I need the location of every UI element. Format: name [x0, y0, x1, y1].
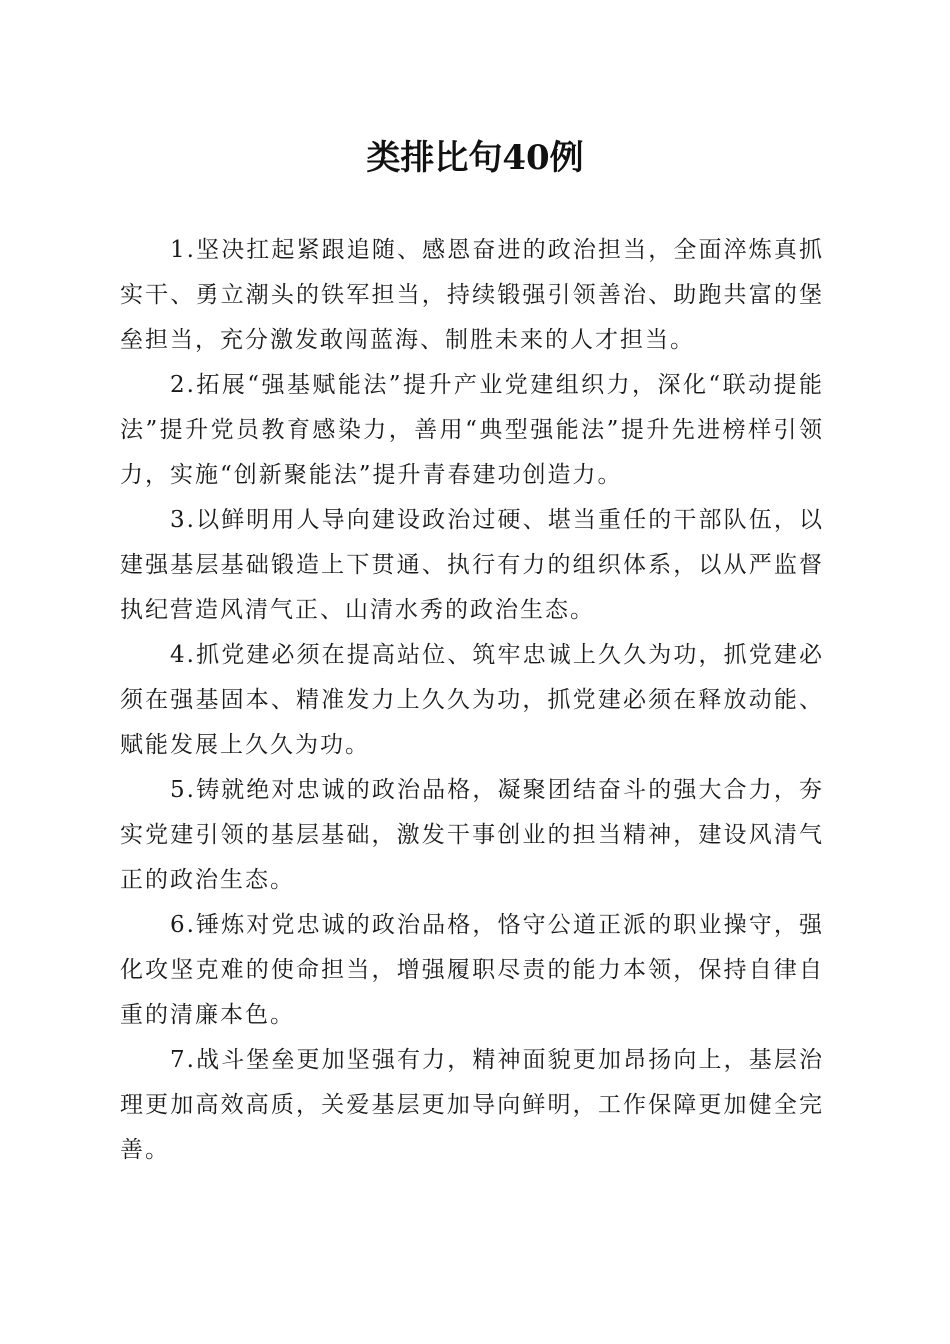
paragraph-5: 5.铸就绝对忠诚的政治品格，凝聚团结奋斗的强大合力，夯实党建引领的基层基础，激发干事创业的担当精神，建设风清气正的政治生态。 [120, 777, 824, 893]
paragraph-4: 4.抓党建必须在提高站位、筑牢忠诚上久久为功，抓党建必须在强基固本、精准发力上久久为功，抓党建必须在释放动能、赋能发展上久久为功。 [120, 642, 824, 758]
paragraph-7: 7.战斗堡垒更加坚强有力，精神面貌更加昂扬向上，基层治理更加高效高质，关爱基层更加导向鲜明，工作保障更加健全完善。 [120, 1047, 824, 1163]
paragraph-2: 2.拓展“强基赋能法”提升产业党建组织力，深化“联动提能法”提升党员教育感染力，善用“典型强能法”提升先进榜样引领力，实施“创新聚能法”提升青春建功创造力。 [120, 372, 824, 488]
paragraph-6: 6.锤炼对党忠诚的政治品格，恪守公道正派的职业操守，强化攻坚克难的使命担当，增强履职尽责的能力本领，保持自律自重的清廉本色。 [120, 912, 824, 1028]
document-body [120, 228, 824, 1173]
document-title: 类排比句40例 [366, 138, 584, 178]
paragraph-1: 1.坚决扛起紧跟追随、感恩奋进的政治担当，全面淬炼真抓实干、勇立潮头的铁军担当，持续锻强引领善治、助跑共富的堡垒担当，充分激发敢闯蓝海、制胜未来的人才担当。 [120, 237, 824, 353]
paragraph-3: 3.以鲜明用人导向建设政治过硬、堪当重任的干部队伍，以建强基层基础锻造上下贯通、执行有力的组织体系，以从严监督执纪营造风清气正、山清水秀的政治生态。 [120, 507, 824, 623]
